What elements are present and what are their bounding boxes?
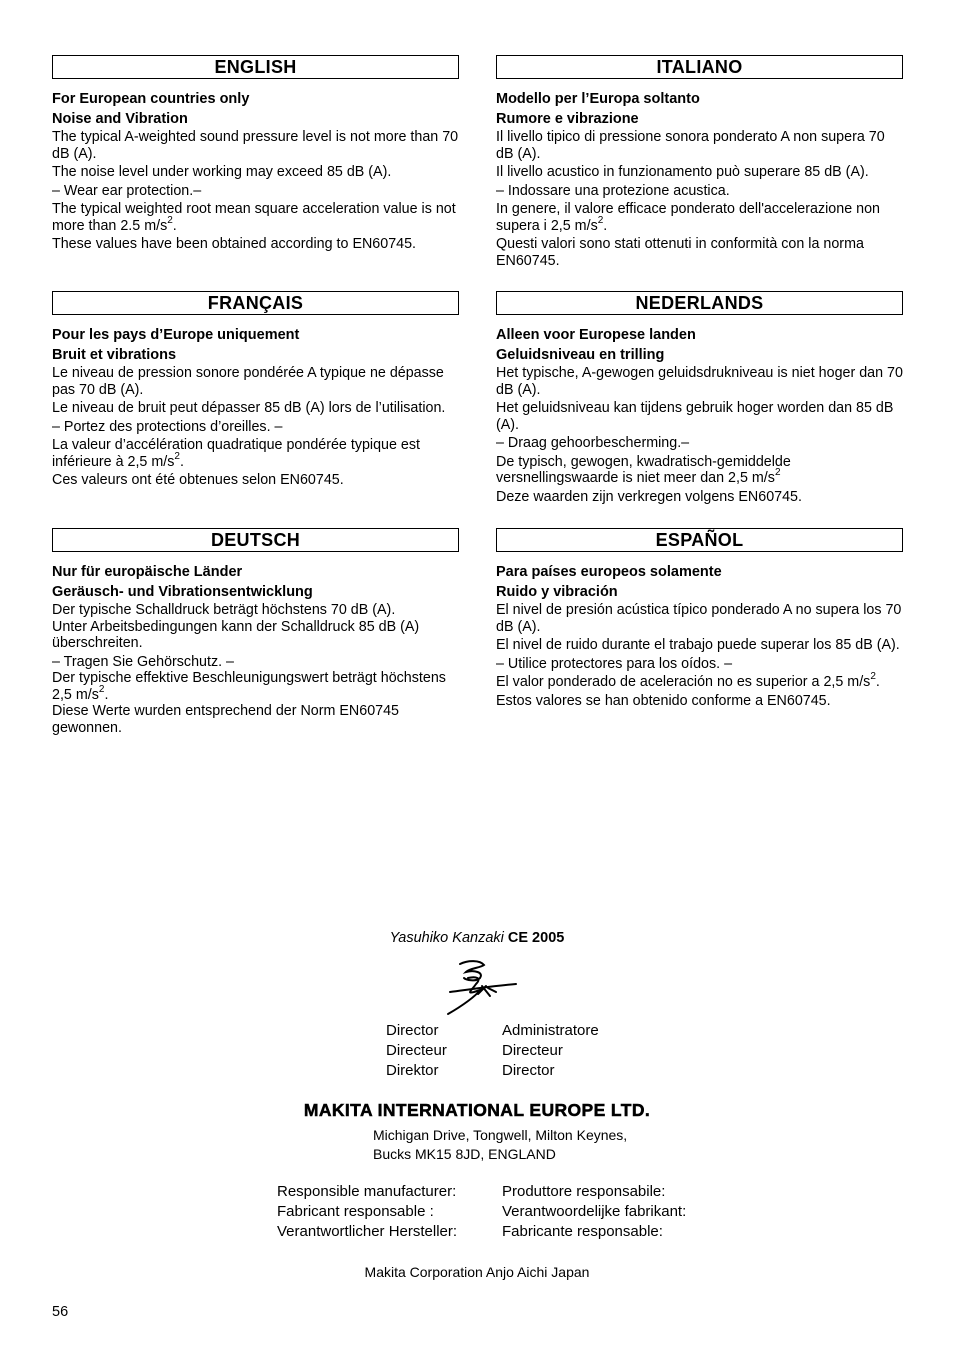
paragraph-text: De typisch, gewogen, kwadratisch-gemiddelde versnellingswaarde is niet meer dan 2,5 m/s: [496, 453, 791, 486]
paragraph: – Portez des protections d’oreilles. –: [52, 418, 283, 435]
page-number: 56: [52, 1304, 69, 1320]
section-subheading: Rumore e vibrazione: [496, 111, 639, 127]
company-address: [373, 1126, 627, 1164]
paragraph: [496, 671, 903, 691]
paragraph: [52, 670, 459, 703]
paragraph: Questi valori sono stati ottenuti in conformità con la norma EN60745.: [496, 236, 864, 269]
paragraph: Ces valeurs ont été obtenues selon EN60745.: [52, 472, 344, 488]
paragraph: Het geluidsniveau kan tijdens gebruik hoger worden dan 85 dB (A).: [496, 400, 894, 433]
paragraph-text: In genere, il valore efficace ponderato dell'accelerazione non supera i 2,5 m/s: [496, 201, 880, 234]
address-line: Michigan Drive, Tongwell, Milton Keynes,: [373, 1127, 628, 1143]
paragraph-end: .: [172, 217, 177, 234]
section-subheading: Geluidsniveau en trilling: [496, 347, 665, 363]
paragraph: [52, 437, 459, 470]
superscript: 2: [597, 214, 604, 226]
section-subheading: Geräusch- und Vibrationsentwicklung: [52, 584, 313, 600]
paragraph: Il livello acustico in funzionamento può superare 85 dB (A).: [496, 164, 869, 180]
ce-mark: CE 2005: [507, 930, 565, 946]
section-english: [52, 55, 459, 253]
responsible-label: Fabricant responsable :: [277, 1203, 434, 1220]
title-text: Direktor: [386, 1062, 439, 1079]
paragraph: [52, 201, 459, 234]
section-header: DEUTSCH: [52, 528, 459, 552]
paragraph: The typical A-weighted sound pressure level is not more than 70 dB (A).: [52, 129, 459, 162]
paragraph: – Utilice protectores para los oídos. –: [496, 655, 733, 672]
section-subheading: Bruit et vibrations: [52, 347, 177, 363]
paragraph: – Tragen Sie Gehörschutz. –: [52, 653, 234, 670]
section-subheading: Ruido y vibración: [496, 584, 618, 600]
titles-right-column: [502, 1021, 599, 1081]
section-header: FRANÇAIS: [52, 291, 459, 315]
superscript: 2: [774, 467, 781, 479]
paragraph: [496, 454, 903, 487]
paragraph: [496, 201, 903, 234]
company-name: MAKITA INTERNATIONAL EUROPE LTD.: [303, 1100, 651, 1120]
signatory-line: [0, 928, 954, 948]
section-header: ESPAÑOL: [496, 528, 903, 552]
section-espanol: [496, 528, 903, 709]
paragraph-text: Der typische effektive Beschleunigungswert beträgt höchstens 2,5 m/s: [52, 670, 446, 703]
superscript: 2: [174, 450, 180, 462]
responsible-label: Verantwoordelijke fabrikant:: [502, 1203, 687, 1220]
superscript: 2: [870, 671, 876, 683]
paragraph: The noise level under working may exceed 85 dB (A).: [52, 164, 392, 180]
superscript: 2: [98, 683, 105, 695]
titles-left-column: [386, 1021, 447, 1081]
title-text: Director: [386, 1022, 439, 1039]
paragraph-end: .: [104, 686, 109, 703]
section-subheading: Pour les pays d’Europe uniquement: [52, 327, 300, 343]
responsible-label: Fabricante responsable:: [502, 1223, 663, 1240]
paragraph-end: .: [875, 674, 880, 690]
responsible-label: Verantwortlicher Hersteller:: [277, 1223, 458, 1240]
paragraph-end: .: [179, 453, 184, 470]
paragraph: Diese Werte wurden entsprechend der Norm EN60745 gewonnen.: [52, 703, 400, 736]
title-text: Director: [502, 1062, 555, 1079]
signatory-name: Yasuhiko Kanzaki: [389, 930, 504, 946]
section-francais: [52, 291, 459, 489]
paragraph: – Draag gehoorbescherming.–: [496, 435, 690, 451]
paragraph: Estos valores se han obtenido conforme a EN60745.: [496, 692, 831, 709]
section-italiano: [496, 55, 903, 269]
section-header: ITALIANO: [496, 55, 903, 79]
title-text: Directeur: [502, 1042, 563, 1059]
paragraph: Le niveau de bruit peut dépasser 85 dB (A) lors de l’utilisation.: [52, 400, 446, 416]
paragraph-text: The typical weighted root mean square acceleration value is not more than 2.5 m/s: [52, 201, 456, 234]
paragraph: – Indossare una protezione acustica.: [496, 182, 730, 199]
signature-icon: [436, 956, 520, 1018]
paragraph: Unter Arbeitsbedingungen kann der Schalldruck 85 dB (A) überschreiten.: [52, 618, 420, 651]
section-header: NEDERLANDS: [496, 291, 903, 315]
paragraph: El nivel de presión acústica típico ponderado A no supera los 70 dB (A).: [496, 602, 902, 635]
responsible-right-column: [502, 1182, 686, 1242]
responsible-label: Responsible manufacturer:: [277, 1183, 457, 1200]
paragraph: These values have been obtained according to EN60745.: [52, 236, 417, 252]
title-text: Directeur: [386, 1042, 447, 1059]
manufacturer-line: Makita Corporation Anjo Aichi Japan: [364, 1264, 590, 1280]
paragraph: El nivel de ruido durante el trabajo puede superar los 85 dB (A).: [496, 637, 900, 653]
section-subheading: For European countries only: [52, 91, 250, 107]
superscript: 2: [167, 214, 173, 226]
address-line: Bucks MK15 8JD, ENGLAND: [373, 1146, 556, 1162]
paragraph: Le niveau de pression sonore pondérée A typique ne dépasse pas 70 dB (A).: [52, 365, 444, 398]
section-subheading: Para países europeos solamente: [496, 564, 722, 580]
section-subheading: Nur für europäische Länder: [52, 564, 243, 580]
section-nederlands: [496, 291, 903, 505]
title-text: Administratore: [502, 1022, 599, 1039]
paragraph: Deze waarden zijn verkregen volgens EN60745.: [496, 488, 802, 505]
section-subheading: Modello per l’Europa soltanto: [496, 91, 700, 107]
paragraph: Het typische, A-gewogen geluidsdrukniveau is niet hoger dan 70 dB (A).: [496, 365, 903, 398]
paragraph: – Wear ear protection.–: [52, 182, 202, 199]
paragraph-text: La valeur d’accélération quadratique pondérée typique est inférieure à 2,5 m/s: [52, 437, 421, 470]
section-subheading: Noise and Vibration: [52, 111, 188, 127]
responsible-label: Produttore responsabile:: [502, 1183, 666, 1200]
section-subheading: Alleen voor Europese landen: [496, 327, 696, 343]
paragraph: Il livello tipico di pressione sonora ponderato A non supera 70 dB (A).: [496, 129, 885, 162]
responsible-left-column: [277, 1182, 457, 1242]
paragraph: Der typische Schalldruck beträgt höchstens 70 dB (A).: [52, 602, 396, 618]
paragraph-text: El valor ponderado de aceleración no es superior a 2,5 m/s: [496, 674, 871, 690]
section-deutsch: [52, 528, 459, 736]
section-header: ENGLISH: [52, 55, 459, 79]
paragraph-end: .: [603, 217, 608, 234]
